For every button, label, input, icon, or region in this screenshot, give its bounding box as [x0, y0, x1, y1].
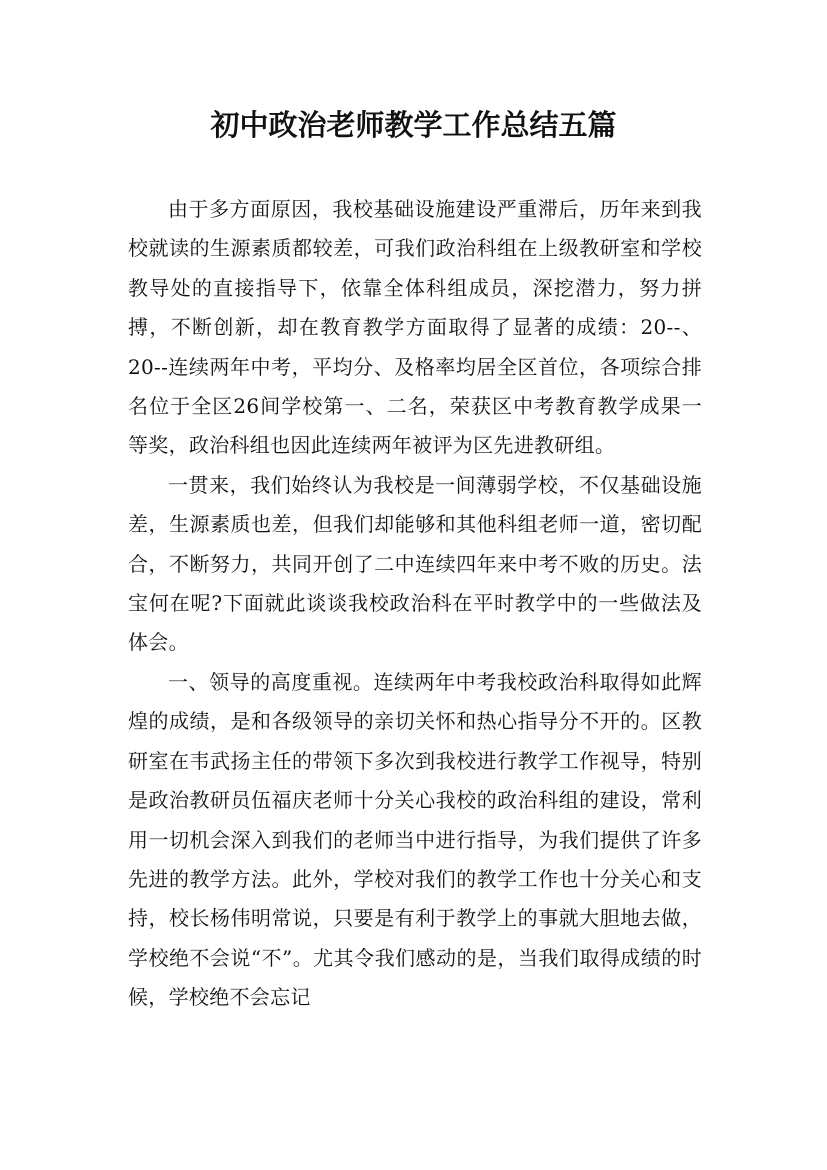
document-title: 初中政治老师教学工作总结五篇 [210, 108, 617, 142]
paragraph-background: 一贯来，我们始终认为我校是一间薄弱学校，不仅基础设施差，生源素质也差，但我们却能够和其他科组老师一道，密切配合，不断努力，共同开创了二中连续四年来中考不败的历史。法宝何在呢?下面就此谈谈我校政治科在平时教学中的一些做法及体会。 [128, 472, 702, 655]
document-body [128, 190, 702, 1018]
paragraph-intro: 由于多方面原因，我校基础设施建设严重滞后，历年来到我校就读的生源素质都较差，可我们政治科组在上级教研室和学校教导处的直接指导下，依靠全体科组成员，深挖潜力，努力拼搏，不断创新，却在教育教学方面取得了显著的成绩：20--、20--连续两年中考，平均分、及格率均居全区首位，各项综合排名位于全区26间学校第一、二名，荣获区中考教育教学成果一等奖，政治科组也因此连续两年被评为区先进教研组。 [128, 197, 702, 458]
paragraph-leadership: 一、领导的高度重视。连续两年中考我校政治科取得如此辉煌的成绩，是和各级领导的亲切关怀和热心指导分不开的。区教研室在韦武扬主任的带领下多次到我校进行教学工作视导，特别是政治教研员伍福庆老师十分关心我校的政治科组的建设，常利用一切机会深入到我们的老师当中进行指导，为我们提供了许多先进的教学方法。此外，学校对我们的教学工作也十分关心和支持，校长杨伟明常说，只要是有利于教学上的事就大胆地去做，学校绝不会说“不”。尤其令我们感动的是，当我们取得成绩的时候，学校绝不会忘记 [128, 669, 702, 1010]
